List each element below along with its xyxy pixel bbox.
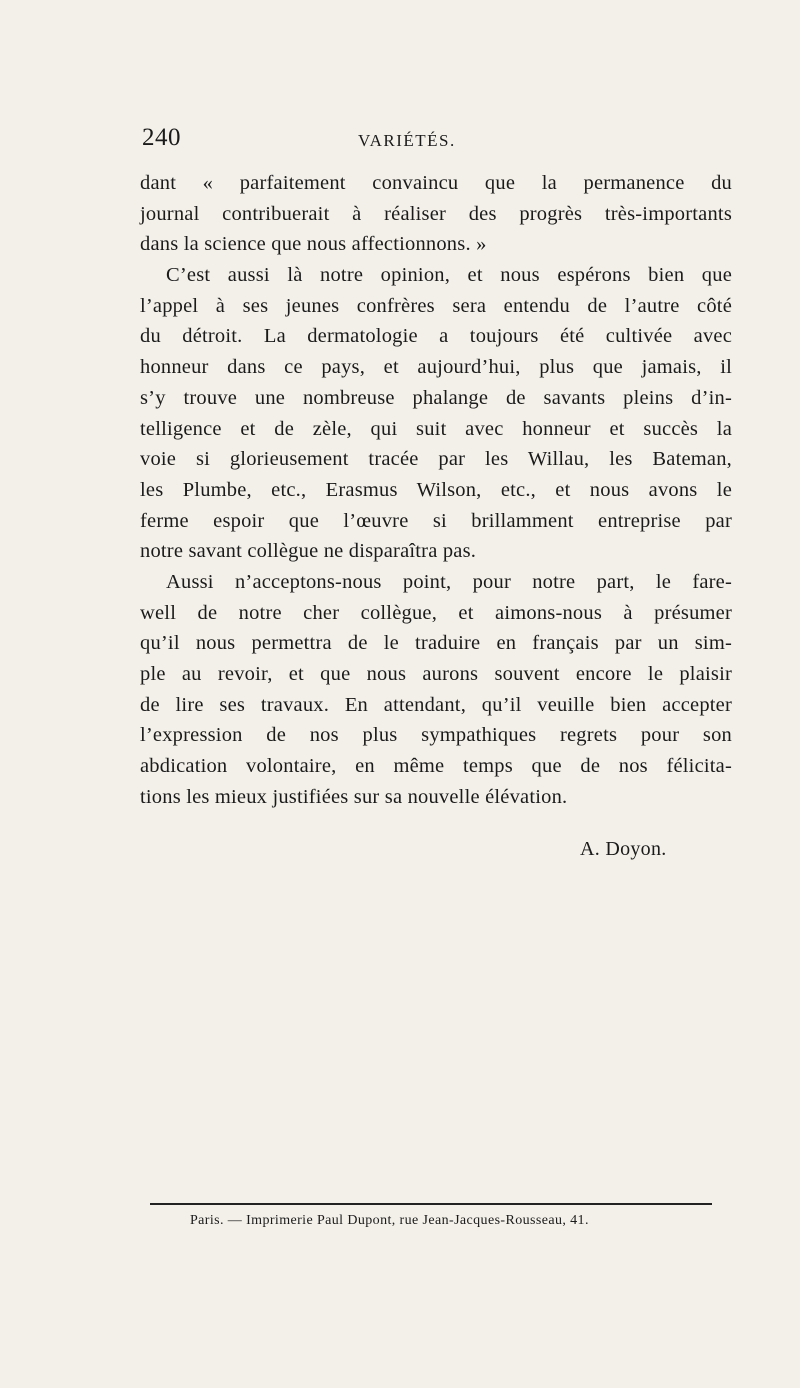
text-line: telligence et de zèle, qui suit avec honneur et succès la <box>140 417 732 440</box>
page-number: 240 <box>142 124 181 151</box>
running-head: VARIÉTÉS. <box>358 131 456 150</box>
text-line: l’expression de nos plus sympathiques regrets pour son <box>140 724 732 747</box>
signature: A. Doyon. <box>580 838 667 860</box>
footer-rule <box>150 1203 712 1205</box>
text-line: qu’il nous permettra de le traduire en français par un sim- <box>140 632 732 655</box>
body-text <box>140 168 732 812</box>
printer-line: Paris. — Imprimerie Paul Dupont, rue Jean-Jacques-Rousseau, 41. <box>190 1213 589 1228</box>
text-line: notre savant collègue ne disparaîtra pas. <box>140 540 477 563</box>
text-line: dans la science que nous affectionnons. » <box>140 233 487 256</box>
text-line: s’y trouve une nombreuse phalange de savants pleins d’in- <box>140 386 732 409</box>
text-line: tions les mieux justifiées sur sa nouvelle élévation. <box>140 785 568 808</box>
text-line: l’appel à ses jeunes confrères sera entendu de l’autre côté <box>140 294 732 317</box>
text-line: C’est aussi là notre opinion, et nous espérons bien que <box>166 264 732 287</box>
text-line: dant « parfaitement convaincu que la permanence du <box>140 172 732 194</box>
text-line: honneur dans ce pays, et aujourd’hui, plus que jamais, il <box>140 356 732 379</box>
text-line: well de notre cher collègue, et aimons-nous à présumer <box>140 601 732 624</box>
text-line: ferme espoir que l’œuvre si brillamment entreprise par <box>140 509 732 532</box>
text-line: abdication volontaire, en même temps que de nos félicita- <box>140 755 732 778</box>
text-line: Aussi n’acceptons-nous point, pour notre part, le fare- <box>166 570 732 593</box>
text-line: de lire ses travaux. En attendant, qu’il veuille bien accepter <box>140 693 732 716</box>
text-line: voie si glorieusement tracée par les Willau, les Bateman, <box>140 448 732 471</box>
text-line: journal contribuerait à réaliser des progrès très-importants <box>140 202 732 225</box>
text-line: les Plumbe, etc., Erasmus Wilson, etc., et nous avons le <box>140 478 732 501</box>
text-line: ple au revoir, et que nous aurons souvent encore le plaisir <box>140 663 732 685</box>
text-line: du détroit. La dermatologie a toujours été cultivée avec <box>140 325 732 348</box>
